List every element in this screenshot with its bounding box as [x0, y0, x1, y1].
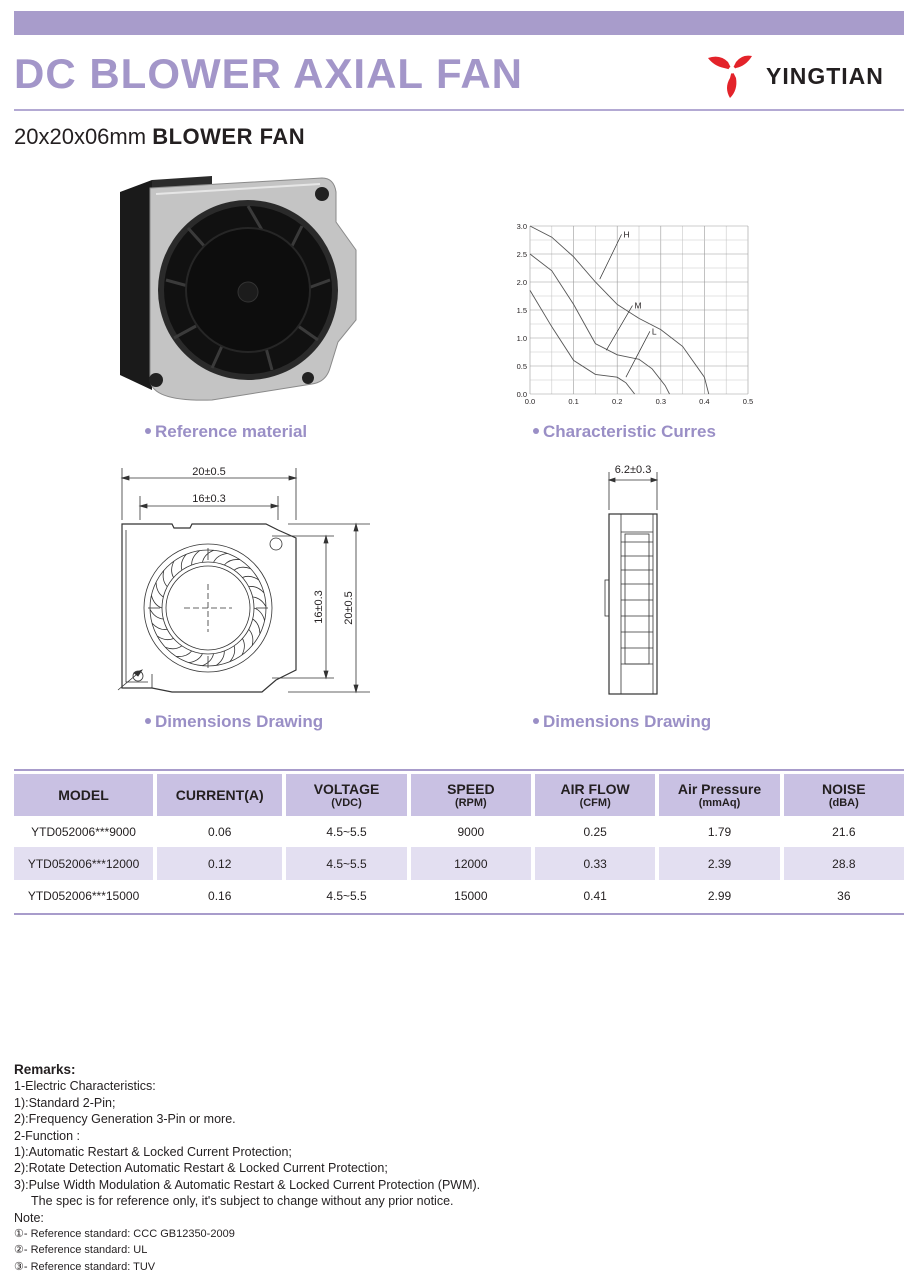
dims-side-caption: Dimensions Drawing	[533, 712, 711, 732]
remarks-disclaimer: The spec is for reference only, it's subject to change without any prior notice.	[31, 1194, 454, 1209]
header-unit: (RPM)	[454, 797, 487, 809]
subtitle-size: 20x20x06mm	[14, 124, 147, 149]
header-label: CURRENT(A)	[175, 787, 264, 803]
table-cell: 4.5~5.5	[326, 824, 367, 839]
table-bottom-rule	[14, 913, 904, 915]
fan-blade	[157, 636, 173, 640]
table-row	[14, 816, 904, 847]
fan-blade	[150, 609, 163, 619]
table-cell: 21.6	[832, 824, 856, 839]
y-tick-label: 3.0	[516, 222, 527, 231]
remarks-section	[14, 1062, 894, 1275]
remarks-line: 2):Rotate Detection Automatic Restart & Locked Current Protection;	[14, 1161, 388, 1176]
table-cell: 0.16	[208, 889, 232, 903]
x-tick-label: 0.4	[699, 397, 710, 406]
remarks-note-label: Note:	[14, 1210, 44, 1225]
x-tick-label: 0.5	[742, 397, 754, 406]
table-cell: YTD052006***12000	[14, 847, 153, 880]
table-header-cell	[659, 774, 779, 816]
y-tick-label: 0.0	[516, 390, 527, 399]
characteristic-curve-chart	[508, 218, 758, 410]
header-unit: (dBA)	[828, 797, 859, 809]
table-top-rule	[14, 769, 904, 771]
fan-blade	[163, 570, 167, 586]
remarks-line: 2):Frequency Generation 3-Pin or more.	[14, 1112, 236, 1127]
fan-blade	[176, 651, 192, 657]
table-cell: 28.8	[784, 847, 904, 880]
brand-name: YINGTIAN	[766, 63, 884, 89]
header-unit: (CFM)	[579, 797, 611, 809]
table-cell: YTD052006***15000	[27, 889, 140, 903]
y-tick-label: 1.0	[516, 334, 527, 343]
chart-series-labels	[600, 229, 657, 377]
x-tick-label: 0.3	[655, 397, 667, 406]
table-cell: 0.06	[208, 824, 232, 839]
table-row	[14, 847, 904, 880]
header-unit: (VDC)	[331, 797, 362, 809]
fan-blade	[172, 561, 174, 578]
series-label: L	[651, 326, 657, 337]
fan-blade	[253, 619, 260, 634]
header-label: Air Pressure	[677, 781, 762, 797]
table-header-cell	[535, 774, 655, 816]
remarks-line: 2-Function :	[14, 1128, 81, 1143]
front-dimensions-drawing	[112, 460, 382, 700]
table-cell: 0.25	[583, 824, 607, 839]
reference-caption: Reference material	[145, 422, 307, 442]
fan-blade	[242, 639, 244, 656]
table-cell: 4.5~5.5	[286, 847, 406, 880]
table-cell: 36	[837, 889, 851, 903]
header-divider	[14, 109, 904, 111]
fan-blade	[224, 559, 240, 565]
dim-inner-width: 16±0.3	[192, 493, 226, 505]
table-cell: 2.99	[707, 889, 732, 903]
table-cell: 0.41	[583, 889, 607, 903]
fan-blade	[151, 595, 162, 608]
header-label: NOISE	[822, 781, 866, 797]
x-tick-label: 0.2	[611, 397, 623, 406]
page-subtitle	[14, 124, 305, 150]
header-label: VOLTAGE	[313, 781, 380, 797]
table-header-cell	[14, 774, 153, 816]
table-cell: 4.5~5.5	[326, 889, 367, 903]
header-label: MODEL	[58, 787, 109, 803]
fan-blade	[156, 582, 163, 597]
table-cell: 0.33	[535, 847, 655, 880]
fan-photo	[112, 170, 362, 410]
dim-thickness: 6.2±0.3	[614, 464, 652, 476]
fan-blade	[189, 654, 203, 663]
y-tick-label: 0.5	[516, 362, 527, 371]
side-dimensions-drawing	[595, 460, 675, 700]
page-title: DC BLOWER AXIAL FAN	[14, 50, 523, 97]
fan-blade	[165, 646, 181, 649]
series-label: M	[634, 300, 642, 311]
header-label: SPEED	[447, 781, 495, 797]
x-tick-label: 0.0	[524, 397, 536, 406]
header-label: AIR FLOW	[560, 781, 630, 797]
fan-blade	[254, 608, 265, 621]
fan-blade	[234, 567, 250, 570]
remarks-line: 3):Pulse Width Modulation & Automatic Restart & Locked Current Protection (PWM).	[14, 1177, 481, 1192]
table-header-cell	[157, 774, 282, 816]
dim-outer-height: 20±0.5	[343, 591, 355, 625]
series-label: H	[623, 229, 630, 240]
series-leader-line	[606, 306, 632, 351]
remarks-heading: Remarks:	[14, 1062, 76, 1077]
y-tick-label: 2.0	[516, 278, 527, 287]
remarks-note: ②- Reference standard: UL	[14, 1244, 148, 1257]
fan-blade	[249, 629, 253, 645]
remarks-note: ①- Reference standard: CCC GB12350-2009	[14, 1228, 235, 1241]
fan-blade	[242, 576, 258, 580]
remarks-line: 1):Automatic Restart & Locked Current Protection;	[14, 1145, 292, 1160]
table-cell: 0.12	[157, 847, 282, 880]
table-cell: 15000	[454, 889, 488, 903]
dim-inner-height: 16±0.3	[313, 590, 325, 624]
subtitle-type: BLOWER FAN	[152, 124, 306, 149]
table-header-cell	[286, 774, 406, 816]
fan-blade	[253, 597, 266, 607]
top-banner	[14, 11, 904, 35]
remarks-line: 1):Standard 2-Pin;	[14, 1095, 116, 1110]
series-leader-line	[600, 234, 622, 279]
table-cell: 2.39	[659, 847, 779, 880]
curve-caption: Characteristic Curres	[533, 422, 716, 442]
y-tick-label: 2.5	[516, 250, 527, 259]
remarks-line: 1-Electric Characteristics:	[14, 1079, 156, 1094]
header-unit: (mmAq)	[698, 797, 741, 809]
brand-logo	[706, 52, 906, 100]
fan-blade	[214, 553, 228, 562]
table-header-cell	[411, 774, 531, 816]
table-cell: YTD052006***9000	[31, 824, 136, 839]
table-header-cell	[784, 774, 904, 816]
x-tick-label: 0.1	[568, 397, 579, 406]
table-header-row	[14, 774, 904, 816]
table-cell: 9000	[457, 824, 485, 839]
table-cell: 12000	[411, 847, 531, 880]
y-tick-label: 1.5	[516, 306, 527, 315]
remarks-note: ③- Reference standard: TUV	[14, 1260, 156, 1273]
yingtian-logo-icon	[706, 52, 758, 100]
table-row	[14, 880, 904, 912]
dims-front-caption: Dimensions Drawing	[145, 712, 323, 732]
table-cell: 1.79	[707, 824, 732, 839]
dim-outer-width: 20±0.5	[192, 466, 226, 478]
